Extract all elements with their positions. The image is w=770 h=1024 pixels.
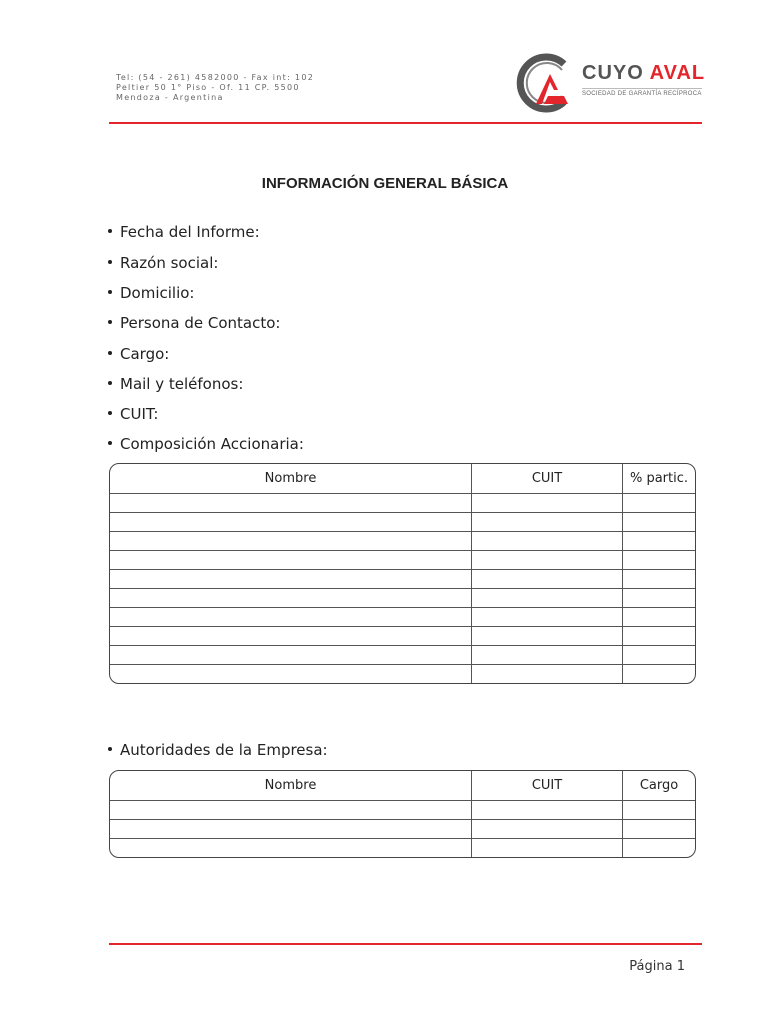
table-row	[110, 494, 695, 513]
table-cell[interactable]	[110, 570, 472, 589]
table-cell[interactable]	[623, 513, 695, 532]
contact-info	[116, 73, 314, 103]
field-fecha-informe	[108, 223, 260, 241]
bullet-icon	[108, 381, 112, 385]
table-cell[interactable]	[110, 532, 472, 551]
table-cell[interactable]	[110, 801, 472, 820]
page-title: INFORMACIÓN GENERAL BÁSICA	[261, 175, 509, 192]
column-header-particip: % partic.	[623, 464, 695, 494]
table-cell[interactable]	[623, 589, 695, 608]
page-number: Página 1	[629, 959, 685, 974]
contact-line-address: Peltier 50 1° Piso - Of. 11 CP. 5500	[116, 83, 300, 92]
bullet-icon	[108, 260, 112, 264]
brand-name-part1: CUYO	[582, 62, 644, 84]
authorities-table	[109, 770, 696, 858]
table-cell[interactable]	[110, 608, 472, 627]
table-cell[interactable]	[623, 665, 695, 683]
logo-mark-icon	[514, 52, 578, 114]
table-cell[interactable]	[472, 589, 623, 608]
column-header-cuit: CUIT	[472, 771, 623, 801]
table-cell[interactable]	[472, 665, 623, 683]
table-cell[interactable]	[110, 820, 472, 839]
table-row	[110, 820, 695, 839]
table-cell[interactable]	[110, 627, 472, 646]
authorities-rows	[110, 801, 695, 857]
contact-line-city: Mendoza - Argentina	[116, 93, 224, 102]
table-cell[interactable]	[472, 839, 623, 857]
table-cell[interactable]	[110, 589, 472, 608]
shareholders-rows	[110, 494, 695, 683]
table-row	[110, 513, 695, 532]
field-label: Autoridades de la Empresa:	[120, 741, 328, 759]
table-header-row	[110, 771, 695, 801]
table-cell[interactable]	[110, 665, 472, 683]
field-label: Domicilio:	[120, 284, 195, 302]
table-row	[110, 646, 695, 665]
table-row	[110, 589, 695, 608]
field-cuit	[108, 405, 158, 423]
column-header-cargo: Cargo	[623, 771, 695, 801]
column-header-nombre: Nombre	[110, 771, 472, 801]
table-cell[interactable]	[472, 551, 623, 570]
table-cell[interactable]	[110, 494, 472, 513]
field-razon-social	[108, 254, 218, 272]
table-row	[110, 801, 695, 820]
table-cell[interactable]	[623, 494, 695, 513]
field-label: Mail y teléfonos:	[120, 375, 244, 393]
table-cell[interactable]	[472, 627, 623, 646]
table-cell[interactable]	[110, 839, 472, 857]
field-label: CUIT:	[120, 405, 159, 423]
table-row	[110, 570, 695, 589]
column-header-nombre: Nombre	[110, 464, 472, 494]
table-cell[interactable]	[472, 608, 623, 627]
bullet-icon	[108, 441, 112, 445]
company-logo	[514, 52, 706, 114]
table-cell[interactable]	[110, 646, 472, 665]
table-row	[110, 665, 695, 683]
column-header-cuit: CUIT	[472, 464, 623, 494]
table-cell[interactable]	[623, 551, 695, 570]
shareholders-table	[109, 463, 696, 684]
field-autoridades	[108, 741, 328, 759]
field-persona-contacto	[108, 314, 280, 332]
table-cell[interactable]	[472, 532, 623, 551]
table-row	[110, 839, 695, 857]
brand-name	[582, 62, 705, 85]
field-domicilio	[108, 284, 195, 302]
table-cell[interactable]	[472, 646, 623, 665]
contact-line-phone: Tel: (54 - 261) 4582000 - Fax int: 102	[116, 73, 315, 82]
table-cell[interactable]	[472, 820, 623, 839]
field-label: Razón social:	[120, 254, 219, 272]
brand-name-part2: AVAL	[649, 62, 706, 84]
table-cell[interactable]	[623, 839, 695, 857]
table-row	[110, 608, 695, 627]
table-row	[110, 532, 695, 551]
bullet-icon	[108, 320, 112, 324]
field-cargo	[108, 345, 169, 363]
table-cell[interactable]	[623, 820, 695, 839]
bullet-icon	[108, 229, 112, 233]
field-label: Composición Accionaria:	[120, 435, 304, 453]
table-cell[interactable]	[623, 627, 695, 646]
table-cell[interactable]	[623, 608, 695, 627]
bullet-icon	[108, 351, 112, 355]
field-label: Cargo:	[120, 345, 170, 363]
field-mail-telefonos	[108, 375, 243, 393]
table-cell[interactable]	[623, 532, 695, 551]
table-cell[interactable]	[110, 551, 472, 570]
table-row	[110, 627, 695, 646]
bullet-icon	[108, 290, 112, 294]
table-header-row	[110, 464, 695, 494]
footer-divider	[109, 943, 702, 945]
table-cell[interactable]	[472, 570, 623, 589]
brand-tagline: SOCIEDAD DE GARANTÍA RECÍPROCA	[582, 88, 702, 97]
table-cell[interactable]	[472, 801, 623, 820]
table-cell[interactable]	[623, 570, 695, 589]
table-cell[interactable]	[110, 513, 472, 532]
bullet-icon	[108, 747, 112, 751]
table-cell[interactable]	[472, 513, 623, 532]
table-cell[interactable]	[472, 494, 623, 513]
table-cell[interactable]	[623, 801, 695, 820]
field-label: Fecha del Informe:	[120, 223, 260, 241]
table-row	[110, 551, 695, 570]
bullet-icon	[108, 411, 112, 415]
field-label: Persona de Contacto:	[120, 314, 281, 332]
header-divider	[109, 122, 702, 124]
field-composicion-accionaria	[108, 435, 304, 453]
table-cell[interactable]	[623, 646, 695, 665]
